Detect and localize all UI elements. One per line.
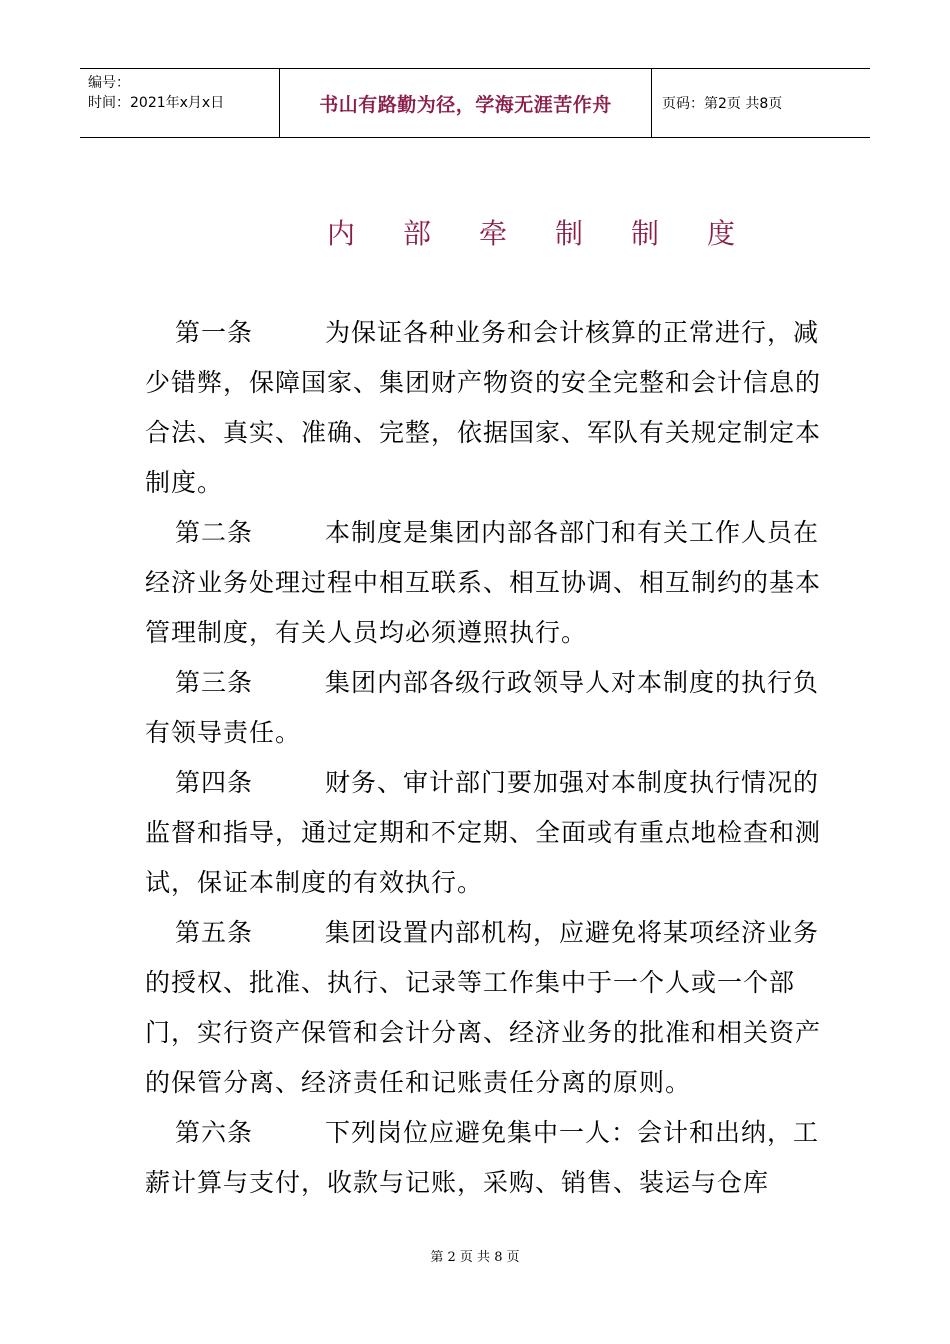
document-title: 内部牵制制度: [326, 217, 783, 250]
number-label: 编号：: [88, 75, 130, 91]
header-page-info: 页码：第2页 共8页: [662, 96, 783, 112]
article-label: 第三条: [175, 668, 254, 697]
header-motto: 书山有路勤为径，学海无涯苦作舟: [280, 69, 652, 137]
article-text: 集团设置内部机构，应避免将某项经济业务的授权、批准、执行、记录等工作集中于一个人或一个部门，实行资产保管和会计分离、经济业务的批准和相关资产的保管分离、经济责任和记账责任分离的原则。: [145, 918, 822, 1097]
article-1: [145, 308, 825, 508]
article-6: [145, 1108, 825, 1208]
article-3: [145, 658, 825, 758]
article-label: 第二条: [175, 518, 254, 547]
article-label: 第五条: [175, 918, 254, 947]
article-text: 财务、审计部门要加强对本制度执行情况的监督和指导，通过定期和不定期、全面或有重点地检查和测试，保证本制度的有效执行。: [145, 768, 822, 897]
page-header: [80, 68, 870, 138]
article-5: [145, 908, 825, 1108]
article-4: [145, 758, 825, 908]
article-text: 本制度是集团内部各部门和有关工作人员在经济业务处理过程中相互联系、相互协调、相互制约的基本管理制度，有关人员均必须遵照执行。: [145, 518, 822, 647]
time-label: 时间：2021年x月x日: [88, 95, 225, 111]
page-footer: 第 2 页 共 8 页: [430, 1250, 520, 1265]
article-label: 第六条: [175, 1118, 254, 1147]
article-text: 为保证各种业务和会计核算的正常进行，减少错弊，保障国家、集团财产物资的安全完整和会计信息的合法、真实、准确、完整，依据国家、军队有关规定制定本制度。: [145, 318, 822, 497]
article-label: 第四条: [175, 768, 254, 797]
article-text: 集团内部各级行政领导人对本制度的执行负有领导责任。: [145, 668, 820, 747]
header-meta: [80, 69, 280, 137]
article-2: [145, 508, 825, 658]
article-text: 下列岗位应避免集中一人：会计和出纳，工薪计算与支付，收款与记账，采购、销售、装运与仓库: [145, 1118, 820, 1197]
article-label: 第一条: [175, 318, 254, 347]
